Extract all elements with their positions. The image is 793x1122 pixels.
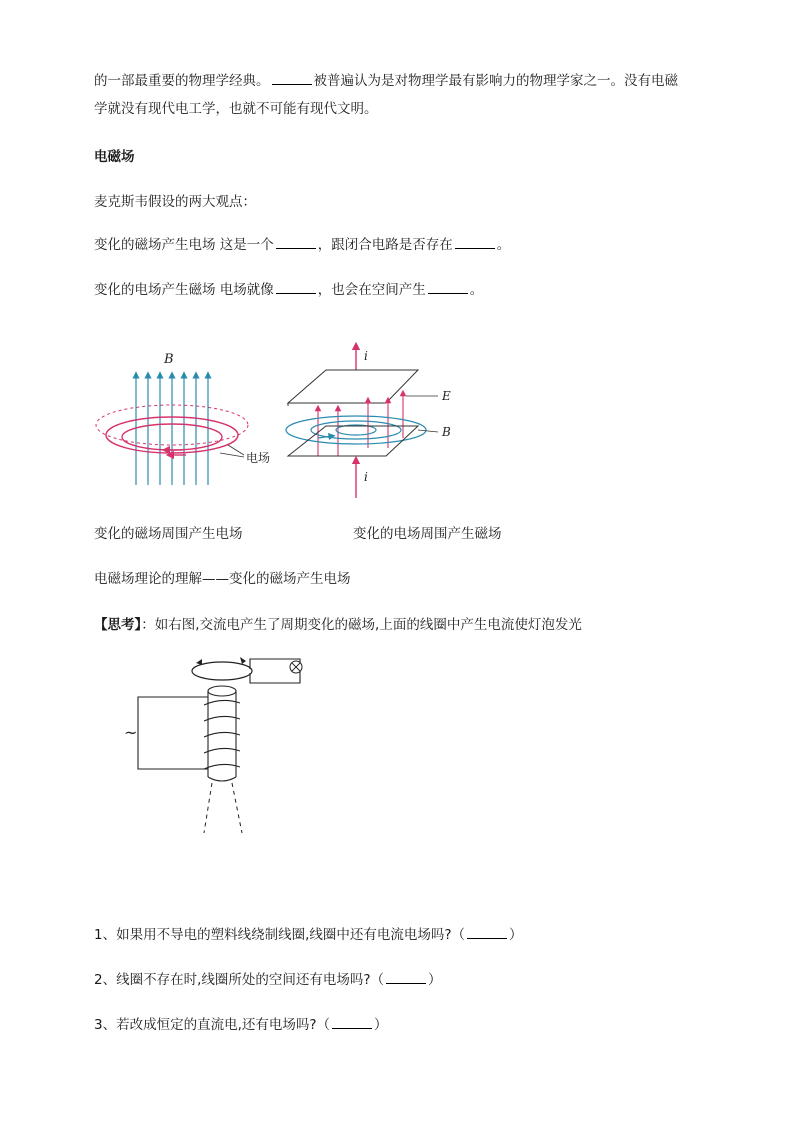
- question-2-close: ）: [428, 972, 442, 988]
- maxwell-intro: 麦克斯韦假设的两大观点：: [94, 194, 256, 210]
- question-3-text: 3、若改成恒定的直流电,还有电场吗?（: [94, 1017, 331, 1033]
- figure1-label-field: 电场: [246, 451, 271, 465]
- intro-blank: [272, 72, 312, 85]
- intro-text-a: 的一部最重要的物理学经典。: [94, 73, 270, 89]
- point2-text-b: ，也会在空间产生: [317, 282, 426, 298]
- think-text: ：如右图,交流电产生了周期变化的磁场,上面的线圈中产生电流使灯泡发光: [141, 617, 582, 633]
- think-tag: 【思考】: [94, 617, 142, 633]
- point1-text-b: ，跟闭合电路是否存在: [317, 237, 453, 253]
- point1-text-a: 变化的磁场产生电场 这是一个: [94, 237, 274, 253]
- think-line: [94, 616, 582, 634]
- ac-symbol: ~: [124, 723, 138, 742]
- intro-text-b: 被普遍认为是对物理学最有影响力的物理学家之一。没有电磁: [313, 73, 678, 89]
- question-2-text: 2、线圈不存在时,线圈所处的空间还有电场吗?（: [94, 972, 385, 988]
- point1-text-c: 。: [496, 237, 511, 253]
- point1-blank-1: [276, 236, 316, 249]
- question-3-close: ）: [374, 1017, 388, 1033]
- figure-coil-lamp: [112, 645, 312, 835]
- figure2-label-B: B: [442, 425, 451, 439]
- intro-line-1: [94, 72, 678, 90]
- figure-magnetic-induces-electric: [94, 345, 284, 490]
- point1-blank-2: [455, 236, 495, 249]
- figure1-caption: 变化的磁场周围产生电场: [94, 526, 243, 542]
- figure2-caption: 变化的电场周围产生磁场: [353, 526, 502, 542]
- theory-title: 电磁场理论的理解——变化的磁场产生电场: [94, 571, 351, 587]
- question-1-blank: [467, 926, 507, 939]
- question-1-close: ）: [509, 927, 523, 943]
- question-1-text: 1、如果用不导电的塑料线绕制线圈,线圈中还有电流电场吗?（: [94, 927, 466, 943]
- maxwell-point-1: [94, 236, 510, 254]
- question-1: [94, 926, 523, 944]
- question-2-blank: [386, 971, 426, 984]
- point2-text-a: 变化的电场产生磁场 电场就像: [94, 282, 274, 298]
- maxwell-point-2: [94, 281, 483, 299]
- figure-electric-induces-magnetic: [278, 338, 468, 498]
- question-3-blank: [332, 1016, 372, 1029]
- point2-blank-2: [428, 281, 468, 294]
- intro-line-2: 学就没有现代电工学，也就不可能有现代文明。: [94, 101, 378, 117]
- section-title: 电磁场: [94, 149, 135, 165]
- figure1-label-B: B: [164, 352, 174, 367]
- question-3: [94, 1016, 388, 1034]
- figure2-label-E: E: [442, 389, 451, 403]
- point2-blank-1: [276, 281, 316, 294]
- point2-text-c: 。: [469, 282, 484, 298]
- figure2-label-i-top: i: [364, 349, 368, 363]
- figure2-label-i-bottom: i: [364, 470, 368, 484]
- question-2: [94, 971, 442, 989]
